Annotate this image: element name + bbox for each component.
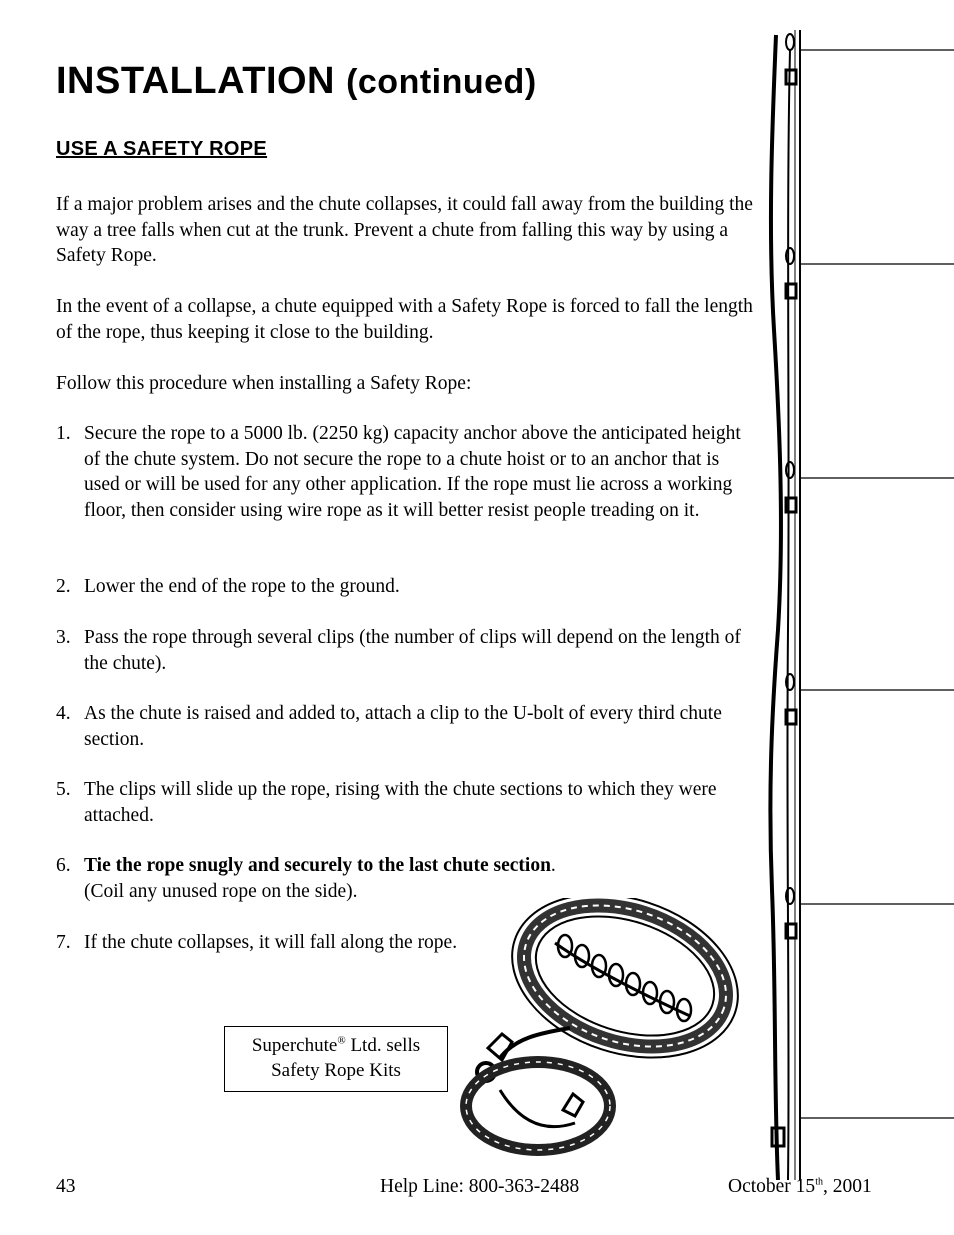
page-title	[56, 60, 537, 103]
chute-rope-illustration	[760, 30, 954, 1180]
step-4	[56, 701, 756, 752]
step-note: (Coil any unused rope on the side).	[84, 880, 358, 902]
step-1	[56, 421, 756, 523]
section-title: USE A SAFETY ROPE	[56, 138, 268, 160]
step-number: 5.	[56, 779, 71, 800]
registered-mark: ®	[337, 1034, 346, 1047]
step-number: 6.	[56, 855, 71, 876]
step-number: 1.	[56, 423, 71, 444]
title-sub: (continued)	[346, 63, 537, 101]
date-main: October 15	[728, 1176, 816, 1197]
collapse-paragraph: In the event of a collapse, a chute equipped with a Safety Rope is forced to fall the length of the rope, thus keeping it close to the building.	[56, 296, 753, 343]
intro-paragraph: If a major problem arises and the chute collapses, it could fall away from the building the way a tree falls when cut at the trunk. Prevent a chute from falling this way by using a Safety Rope.	[56, 194, 753, 266]
step-number: 4.	[56, 703, 71, 724]
step-number: 3.	[56, 627, 71, 648]
step-number: 2.	[56, 576, 71, 597]
step-text: The clips will slide up the rope, rising with the chute sections to which they were attached.	[84, 779, 717, 826]
step-2	[56, 574, 756, 600]
step-text: Secure the rope to a 5000 lb. (2250 kg) capacity anchor above the anticipated height of the chute system. Do not secure the rope to a chute hoist or to an anchor that is used or will be used for any other application. If the rope must lie across a working floor, then consider using wire rope as it will better resist people treading on it.	[84, 423, 741, 521]
step-punct: .	[550, 855, 556, 876]
step-number: 7.	[56, 932, 71, 953]
help-line: Help Line: 800-363-2488	[380, 1176, 580, 1197]
page-number: 43	[56, 1176, 76, 1197]
step-bold-text: Tie the rope snugly and securely to the last chute section	[84, 855, 551, 876]
step-text: If the chute collapses, it will fall along the rope.	[84, 932, 458, 953]
callout-brand: Superchute	[251, 1035, 338, 1056]
step-text	[84, 853, 756, 904]
step-3	[56, 625, 756, 676]
rope-kit-illustration	[460, 898, 750, 1158]
callout-rest: Ltd. sells	[345, 1035, 421, 1056]
title-main: INSTALLATION	[56, 60, 335, 102]
date-year: , 2001	[822, 1176, 872, 1197]
step-5	[56, 777, 756, 828]
step-text: Lower the end of the rope to the ground.	[84, 576, 400, 597]
callout-line2: Safety Rope Kits	[271, 1060, 401, 1081]
date-ordinal: th	[815, 1176, 823, 1188]
kit-callout-box	[224, 1026, 448, 1092]
step-6	[56, 853, 756, 904]
revision-date	[728, 1176, 872, 1198]
step-text: Pass the rope through several clips (the number of clips will depend on the length of the chute).	[84, 627, 741, 674]
procedure-intro: Follow this procedure when installing a Safety Rope:	[56, 373, 472, 394]
step-text: As the chute is raised and added to, attach a clip to the U-bolt of every third chute section.	[84, 703, 722, 750]
